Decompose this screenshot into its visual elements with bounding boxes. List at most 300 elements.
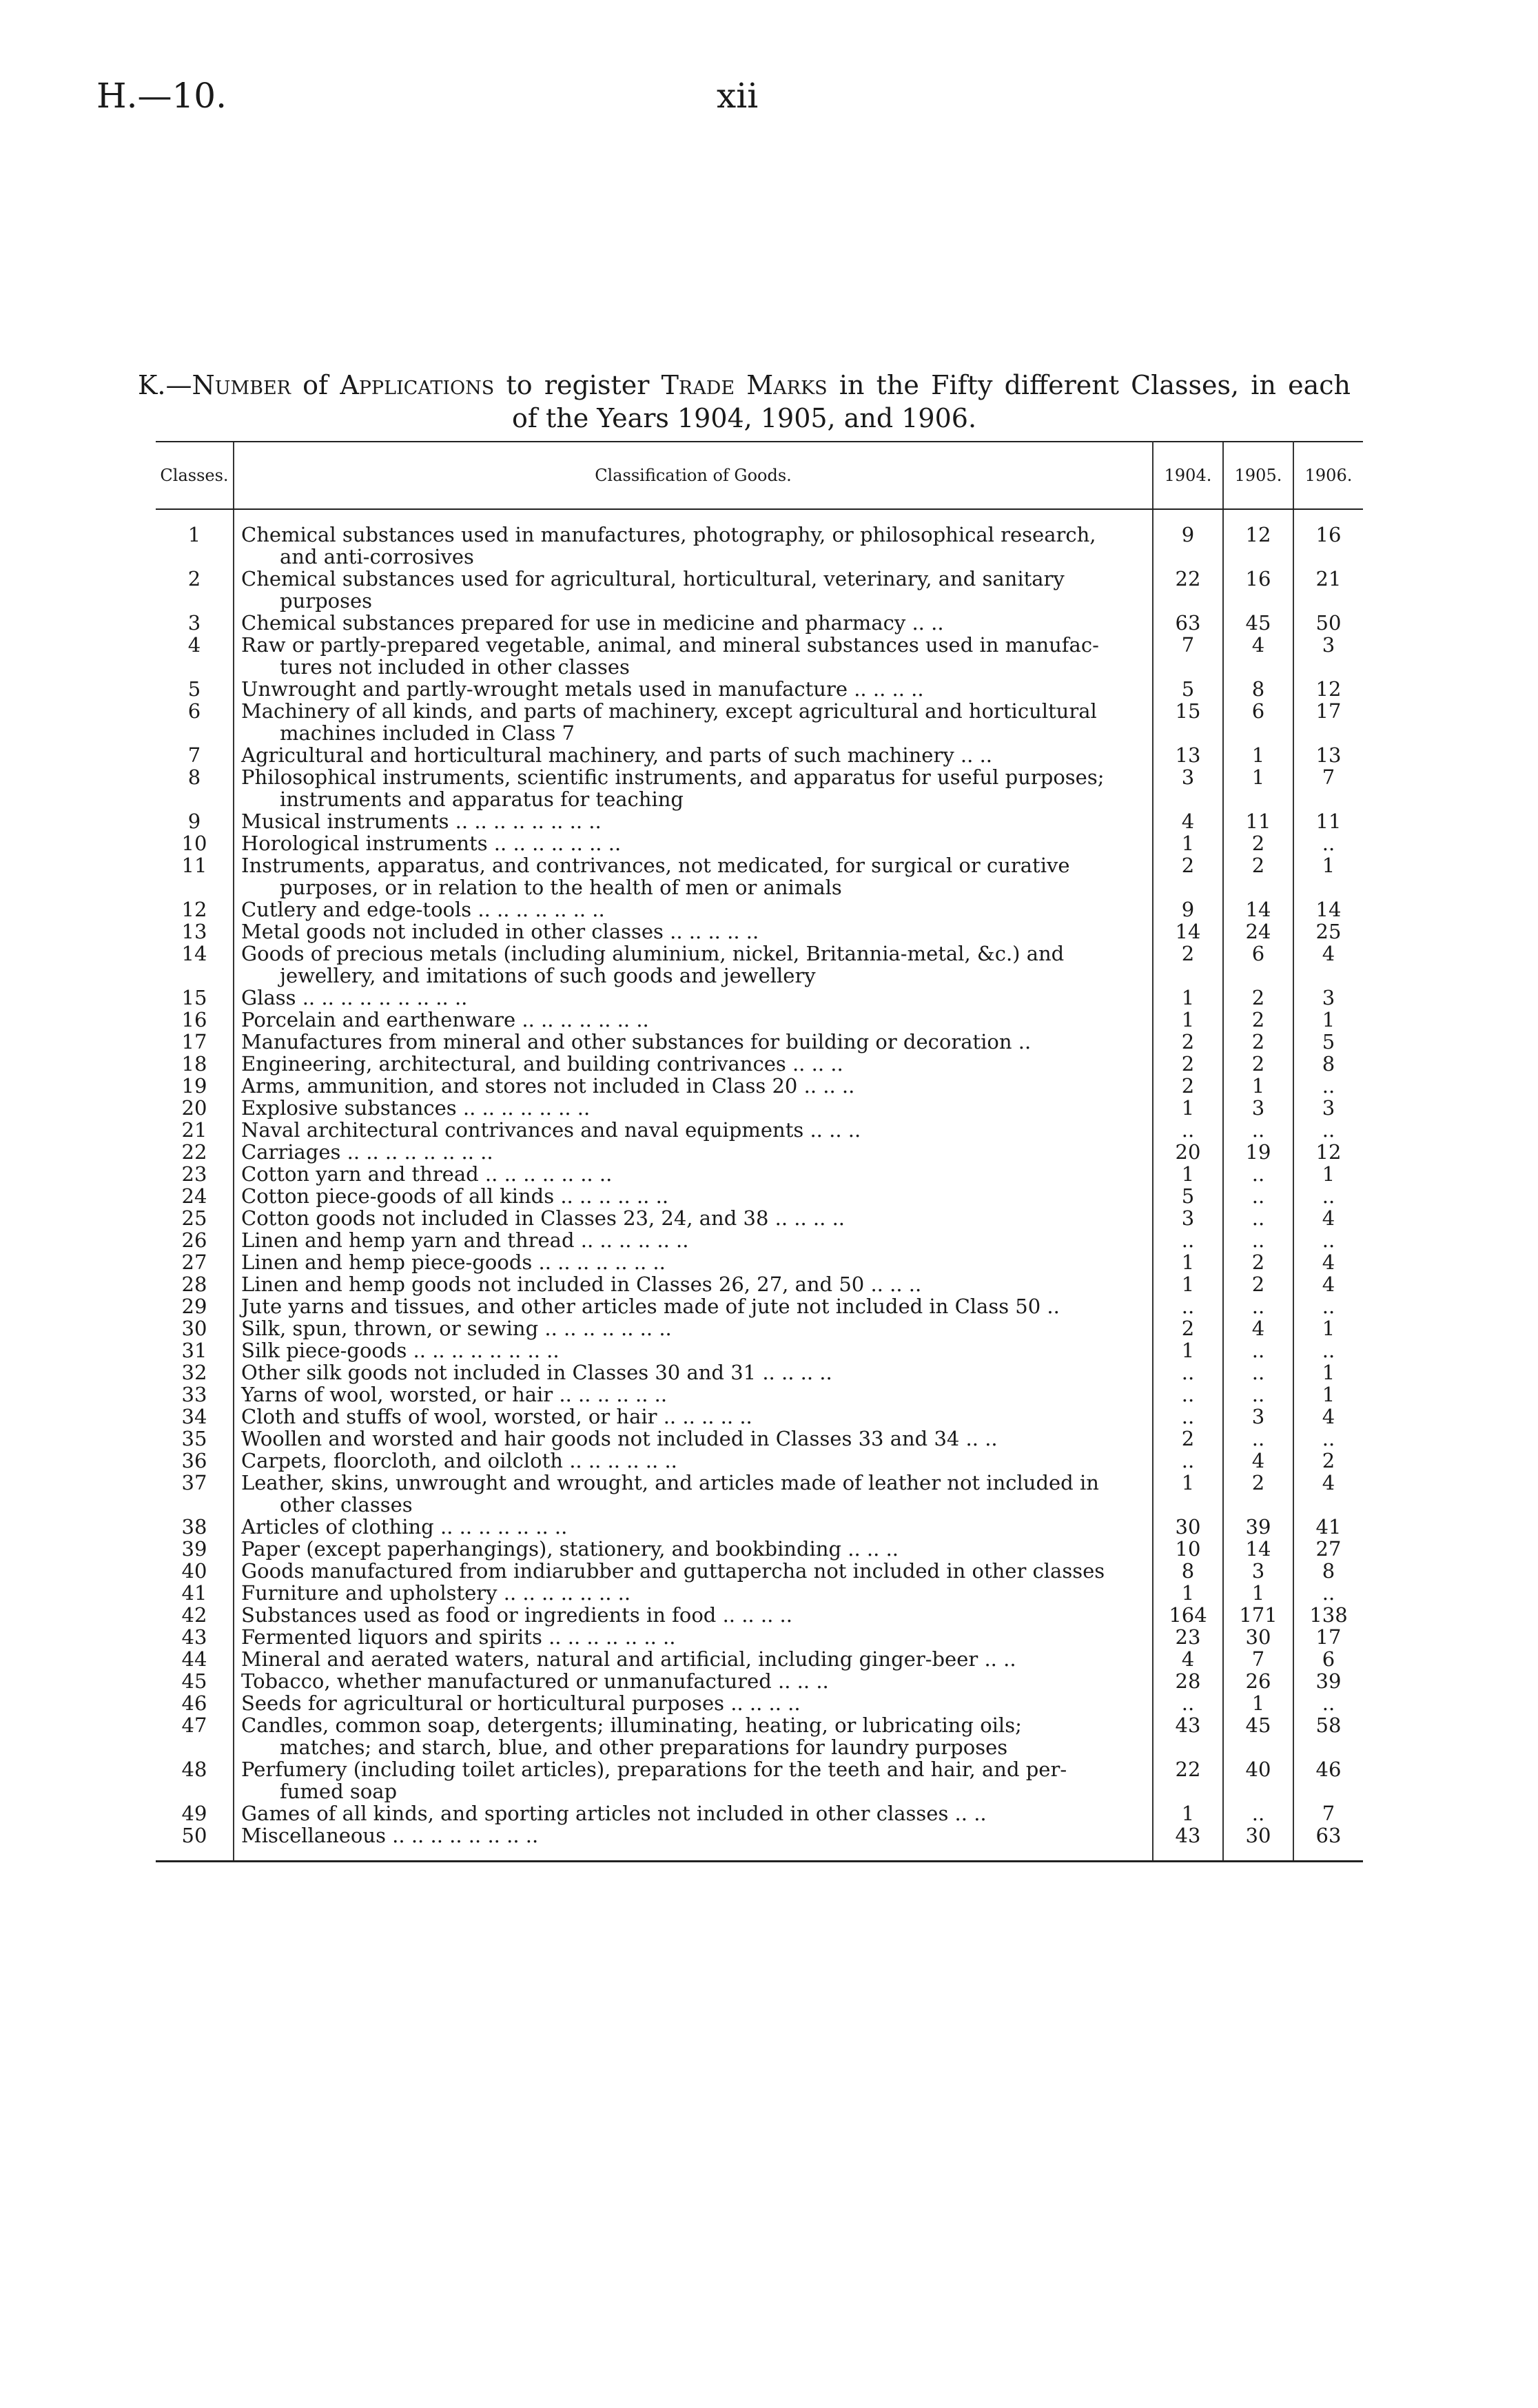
goods-description-line: Chemical substances used for agricultural, horticultural, veterinary, and sanitary [241,567,1065,590]
count-1905: 12 [1223,524,1293,568]
table-row [156,1339,1363,1361]
goods-description [234,1251,1153,1273]
table-row [156,1361,1363,1383]
table-row [156,634,1363,678]
trade-marks-table [156,441,1363,1862]
goods-description-line: Tobacco, whether manufactured or unmanufactured .. .. .. [241,1669,829,1693]
count-1904: 2 [1181,1317,1195,1340]
page-number: xii [717,76,759,116]
table-row [156,832,1363,854]
count-1904: 1 [1181,986,1195,1009]
goods-description [234,1604,1153,1626]
table-row [156,1406,1363,1428]
class-number: 25 [181,1206,207,1230]
count-1904: 3 [1181,765,1195,789]
goods-description-line: Chemical substances used in manufactures, photography, or philosophical research, [241,523,1096,546]
table-title-line-1 [138,369,1351,402]
count-1905: .. [1223,1119,1293,1141]
count-1904: 22 [1175,1758,1201,1781]
goods-description [234,943,1153,987]
count-1905: 2 [1223,1273,1293,1295]
count-1906: 4 [1322,1471,1335,1494]
class-number: 40 [181,1559,207,1583]
title-lead: K.— [138,370,192,400]
goods-description [234,1802,1153,1824]
count-1905: 16 [1223,568,1293,612]
goods-description [234,1472,1153,1516]
goods-description-line: Explosive substances .. .. .. .. .. .. .. [241,1096,591,1120]
count-1906: 3 [1322,633,1335,657]
goods-description-line: Philosophical instruments, scientific instruments, and apparatus for useful purposes; [241,765,1105,789]
table-row [156,1670,1363,1692]
count-1904: 4 [1181,810,1195,833]
count-1906: .. [1322,1074,1335,1098]
table-row [156,1802,1363,1824]
goods-description-line: Leather, skins, unwrought and wrought, and articles made of leather not included in [241,1471,1099,1494]
count-1904: 1 [1181,832,1195,855]
count-1905: 1 [1223,1692,1293,1714]
count-1904: 2 [1181,1427,1195,1450]
count-1904: 43 [1175,1714,1201,1737]
count-1904: 5 [1181,1184,1195,1208]
class-number: 37 [181,1471,207,1494]
class-number: 41 [181,1581,207,1605]
table-title [138,369,1351,435]
goods-description-line: Linen and hemp yarn and thread .. .. .. .. .. .. [241,1228,689,1252]
count-1905: 8 [1223,678,1293,700]
goods-description-line: Jute yarns and tissues, and other articles made of jute not included in Class 50 .. [241,1295,1060,1318]
goods-description-line: Machinery of all kinds, and parts of machinery, except agricultural and horticultural [241,699,1097,723]
class-number: 45 [181,1669,207,1693]
count-1905: 40 [1223,1758,1293,1802]
count-1905: 6 [1223,943,1293,987]
goods-description-line: Articles of clothing .. .. .. .. .. .. .. [241,1515,568,1539]
class-number: 13 [181,920,207,943]
table-row [156,1273,1363,1295]
goods-description-line: Cloth and stuffs of wool, worsted, or hair .. .. .. .. .. [241,1405,752,1428]
header-1905: 1905. [1223,442,1293,509]
count-1904: 1 [1181,1471,1195,1494]
goods-description-line: Substances used as food or ingredients in food .. .. .. .. [241,1603,792,1627]
count-1906: 12 [1315,1140,1342,1164]
class-number: 5 [187,677,201,701]
class-number: 32 [181,1361,207,1384]
count-1905: 45 [1223,612,1293,634]
title-word-number: Number [192,370,291,400]
goods-description-line: Carriages .. .. .. .. .. .. .. .. [241,1140,493,1164]
count-1904: 1 [1181,1162,1195,1186]
count-1904: .. [1181,1691,1195,1715]
goods-description-line: Raw or partly-prepared vegetable, animal, and mineral substances used in manufac- [241,633,1099,657]
count-1904: 3 [1181,1206,1195,1230]
count-1904: 30 [1175,1515,1201,1539]
goods-description [234,1207,1153,1229]
count-1905: 2 [1223,1009,1293,1031]
table-row [156,1472,1363,1516]
count-1905: 4 [1223,634,1293,678]
class-number: 23 [181,1162,207,1186]
count-1905: 3 [1223,1097,1293,1119]
count-1906: 7 [1322,765,1335,789]
class-number: 8 [187,765,201,789]
class-number: 39 [181,1537,207,1561]
class-number: 29 [181,1295,207,1318]
title-word-trade-marks: Trade Marks [661,370,828,400]
count-1905: 2 [1223,1053,1293,1075]
goods-description [234,766,1153,810]
table-row [156,1251,1363,1273]
class-number: 34 [181,1405,207,1428]
count-1904: 1 [1181,1581,1195,1605]
header-1906: 1906. [1293,442,1363,509]
class-number: 43 [181,1625,207,1649]
table-row [156,1295,1363,1317]
table-row [156,1163,1363,1185]
goods-description [234,1560,1153,1582]
goods-description [234,1009,1153,1031]
class-number: 22 [181,1140,207,1164]
count-1905: 3 [1223,1560,1293,1582]
goods-description-line: Porcelain and earthenware .. .. .. .. .. .. .. [241,1008,649,1031]
count-1904: 10 [1175,1537,1201,1561]
goods-description [234,1428,1153,1450]
goods-description-line: Musical instruments .. .. .. .. .. .. .. .. [241,810,602,833]
table-row [156,1604,1363,1626]
count-1905: 2 [1223,987,1293,1009]
table-row [156,1714,1363,1758]
count-1906: 1 [1322,1008,1335,1031]
count-1904: 14 [1175,920,1201,943]
goods-description-line: Fermented liquors and spirits .. .. .. .. .. .. .. [241,1625,676,1649]
goods-description-line: Cotton piece-goods of all kinds .. .. .. .. .. .. [241,1184,669,1208]
count-1904: 5 [1181,677,1195,701]
count-1905: 1 [1223,766,1293,810]
count-1906: .. [1322,1581,1335,1605]
count-1905: 19 [1223,1141,1293,1163]
count-1904: 2 [1181,942,1195,965]
class-number: 47 [181,1714,207,1737]
table-row [156,1097,1363,1119]
class-number: 30 [181,1317,207,1340]
count-1905: 30 [1223,1626,1293,1648]
table-spacer [156,509,1363,524]
table-row [156,744,1363,766]
goods-description-line: Games of all kinds, and sporting articles not included in other classes .. .. [241,1802,987,1825]
class-number: 9 [187,810,201,833]
count-1904: 1 [1181,1802,1195,1825]
class-number: 20 [181,1096,207,1120]
class-number: 2 [187,567,201,590]
count-1906: 1 [1322,1361,1335,1384]
goods-description [234,1053,1153,1075]
goods-description-line: Silk, spun, thrown, or sewing .. .. .. .. .. .. .. [241,1317,672,1340]
goods-description [234,1538,1153,1560]
count-1906: 12 [1315,677,1342,701]
goods-description [234,1097,1153,1119]
table-row [156,854,1363,898]
count-1906: 21 [1315,567,1342,590]
count-1905: 2 [1223,854,1293,898]
class-number: 21 [181,1118,207,1142]
count-1906: 4 [1322,1206,1335,1230]
count-1905: 2 [1223,832,1293,854]
class-number: 11 [181,854,207,877]
goods-description [234,1516,1153,1538]
count-1906: 5 [1322,1030,1335,1053]
goods-description-continuation: jewellery, and imitations of such goods and jewellery [280,964,816,987]
class-number: 24 [181,1184,207,1208]
goods-description-continuation: tures not included in other classes [280,655,630,679]
count-1906: 3 [1322,986,1335,1009]
goods-description-line: Candles, common soap, detergents; illuminating, heating, or lubricating oils; [241,1714,1022,1737]
count-1905: .. [1223,1339,1293,1361]
count-1904: 1 [1181,1339,1195,1362]
count-1905: 2 [1223,1472,1293,1516]
table-row [156,1009,1363,1031]
count-1906: 16 [1315,523,1342,546]
table-row [156,987,1363,1009]
goods-description [234,1163,1153,1185]
goods-description-line: Perfumery (including toilet articles), preparations for the teeth and hair, and per- [241,1758,1067,1781]
goods-description-line: Glass .. .. .. .. .. .. .. .. .. [241,986,468,1009]
class-number: 10 [181,832,207,855]
count-1904: 1 [1181,1273,1195,1296]
count-1904: .. [1181,1295,1195,1318]
count-1905: 11 [1223,810,1293,832]
goods-description [234,1450,1153,1472]
count-1906: 17 [1315,1625,1342,1649]
goods-description-line: Mineral and aerated waters, natural and artificial, including ginger-beer .. .. [241,1647,1016,1671]
goods-description [234,744,1153,766]
goods-description [234,1317,1153,1339]
count-1904: 63 [1175,611,1201,635]
table-row [156,1207,1363,1229]
title-word-applications: Applications [340,370,495,400]
count-1905: .. [1223,1163,1293,1185]
count-1906: 4 [1322,1273,1335,1296]
class-number: 17 [181,1030,207,1053]
count-1905: 4 [1223,1317,1293,1339]
goods-description-line: Unwrought and partly-wrought metals used in manufacture .. .. .. .. [241,677,924,701]
goods-description [234,1295,1153,1317]
count-1906: 4 [1322,1405,1335,1428]
goods-description [234,1692,1153,1714]
count-1905: .. [1223,1295,1293,1317]
class-number: 27 [181,1251,207,1274]
table-row [156,1031,1363,1053]
goods-description [234,1406,1153,1428]
count-1904: 9 [1181,523,1195,546]
table-row [156,1185,1363,1207]
count-1906: .. [1322,1339,1335,1362]
goods-description [234,1648,1153,1670]
class-number: 38 [181,1515,207,1539]
class-number: 7 [187,743,201,767]
table-row [156,1141,1363,1163]
count-1906: 13 [1315,743,1342,767]
goods-description-line: Miscellaneous .. .. .. .. .. .. .. .. [241,1824,539,1847]
class-number: 31 [181,1339,207,1362]
class-number: 46 [181,1691,207,1715]
count-1904: 28 [1175,1669,1201,1693]
table-row [156,1428,1363,1450]
count-1906: 6 [1322,1647,1335,1671]
goods-description [234,1824,1153,1846]
goods-description [234,1273,1153,1295]
table-row [156,943,1363,987]
goods-description [234,1758,1153,1802]
goods-description [234,524,1153,568]
count-1906: 17 [1315,699,1342,723]
count-1906: 11 [1315,810,1342,833]
goods-description [234,1339,1153,1361]
count-1905: .. [1223,1361,1293,1383]
count-1904: 164 [1169,1603,1207,1627]
count-1906: 27 [1315,1537,1342,1561]
goods-description-line: Horological instruments .. .. .. .. .. .. .. [241,832,622,855]
goods-description-line: Linen and hemp piece-goods .. .. .. .. .. .. .. [241,1251,666,1274]
class-number: 18 [181,1052,207,1076]
count-1905: 4 [1223,1450,1293,1472]
goods-description-line: Carpets, floorcloth, and oilcloth .. .. .. .. .. .. [241,1449,677,1472]
goods-description [234,678,1153,700]
table-body [156,509,1363,1862]
count-1906: .. [1322,1691,1335,1715]
table-row [156,1560,1363,1582]
count-1906: 14 [1315,898,1342,921]
goods-description-line: Engineering, architectural, and building contrivances .. .. .. [241,1052,843,1076]
count-1905: .. [1223,1383,1293,1406]
count-1904: 1 [1181,1096,1195,1120]
class-number: 15 [181,986,207,1009]
table-row [156,1582,1363,1604]
goods-description [234,1626,1153,1648]
count-1906: .. [1322,1184,1335,1208]
table-row [156,1516,1363,1538]
table-row [156,898,1363,920]
class-number: 50 [181,1824,207,1847]
count-1906: 4 [1322,1251,1335,1274]
goods-description-line: Arms, ammunition, and stores not included in Class 20 .. .. .. [241,1074,855,1098]
table-row [156,1648,1363,1670]
count-1906: 58 [1315,1714,1342,1737]
goods-description [234,810,1153,832]
goods-description [234,1185,1153,1207]
class-number: 35 [181,1427,207,1450]
count-1905: 171 [1223,1604,1293,1626]
goods-description-line: Linen and hemp goods not included in Classes 26, 27, and 50 .. .. .. [241,1273,922,1296]
count-1905: .. [1223,1185,1293,1207]
goods-description [234,1141,1153,1163]
goods-description-continuation: matches; and starch, blue, and other preparations for laundry purposes [280,1736,1008,1759]
count-1905: .. [1223,1428,1293,1450]
class-number: 1 [187,523,201,546]
goods-description [234,1119,1153,1141]
table-row [156,1317,1363,1339]
count-1904: 2 [1181,1052,1195,1076]
count-1905: 45 [1223,1714,1293,1758]
count-1905: .. [1223,1229,1293,1251]
count-1906: .. [1322,832,1335,855]
class-number: 48 [181,1758,207,1781]
goods-description-line: Woollen and worsted and hair goods not included in Classes 33 and 34 .. .. [241,1427,998,1450]
goods-description [234,832,1153,854]
count-1906: .. [1322,1228,1335,1252]
title-connector: of [291,370,340,400]
goods-description-line: Silk piece-goods .. .. .. .. .. .. .. .. [241,1339,560,1362]
count-1904: 7 [1181,633,1195,657]
class-number: 6 [187,699,201,723]
count-1905: 7 [1223,1648,1293,1670]
class-number: 28 [181,1273,207,1296]
goods-description [234,1670,1153,1692]
count-1906: 8 [1322,1052,1335,1076]
class-number: 16 [181,1008,207,1031]
goods-description-continuation: fumed soap [280,1780,398,1803]
count-1904: 2 [1181,1030,1195,1053]
table-row [156,1626,1363,1648]
goods-description-line: Chemical substances prepared for use in medicine and pharmacy .. .. [241,611,944,635]
count-1904: 43 [1175,1824,1201,1847]
goods-description-line: Naval architectural contrivances and naval equipments .. .. .. [241,1118,861,1142]
goods-description-line: Metal goods not included in other classes .. .. .. .. .. [241,920,759,943]
table-row [156,612,1363,634]
table-row [156,810,1363,832]
class-number: 36 [181,1449,207,1472]
count-1905: 26 [1223,1670,1293,1692]
count-1905: 1 [1223,1582,1293,1604]
count-1906: 2 [1322,1449,1335,1472]
goods-description [234,1075,1153,1097]
goods-description [234,987,1153,1009]
class-number: 42 [181,1603,207,1627]
class-number: 12 [181,898,207,921]
class-number: 49 [181,1802,207,1825]
goods-description [234,854,1153,898]
count-1906: 25 [1315,920,1342,943]
table-row [156,920,1363,943]
goods-description [234,898,1153,920]
table-row [156,1229,1363,1251]
class-number: 44 [181,1647,207,1671]
count-1906: 46 [1315,1758,1342,1781]
count-1905: 24 [1223,920,1293,943]
count-1905: 14 [1223,1538,1293,1560]
count-1904: .. [1181,1228,1195,1252]
count-1904: 8 [1181,1559,1195,1583]
table-row [156,1383,1363,1406]
count-1905: 14 [1223,898,1293,920]
count-1906: 8 [1322,1559,1335,1583]
goods-description-continuation: other classes [280,1493,413,1516]
count-1906: 4 [1322,942,1335,965]
count-1904: 9 [1181,898,1195,921]
count-1906: 1 [1322,854,1335,877]
table-row [156,1824,1363,1846]
goods-description-line: Instruments, apparatus, and contrivances, not medicated, for surgical or curative [241,854,1070,877]
title-connector: in the Fifty different Classes, in each [827,370,1351,400]
count-1905: .. [1223,1802,1293,1824]
count-1906: .. [1322,1427,1335,1450]
goods-description-continuation: and anti-corrosives [280,545,474,568]
goods-description [234,634,1153,678]
table-row [156,1692,1363,1714]
table-row [156,1758,1363,1802]
table-bottom-rule [156,1846,1363,1862]
table-row [156,1450,1363,1472]
goods-description-line: Goods of precious metals (including aluminium, nickel, Britannia-metal, &c.) and [241,942,1065,965]
count-1905: 30 [1223,1824,1293,1846]
